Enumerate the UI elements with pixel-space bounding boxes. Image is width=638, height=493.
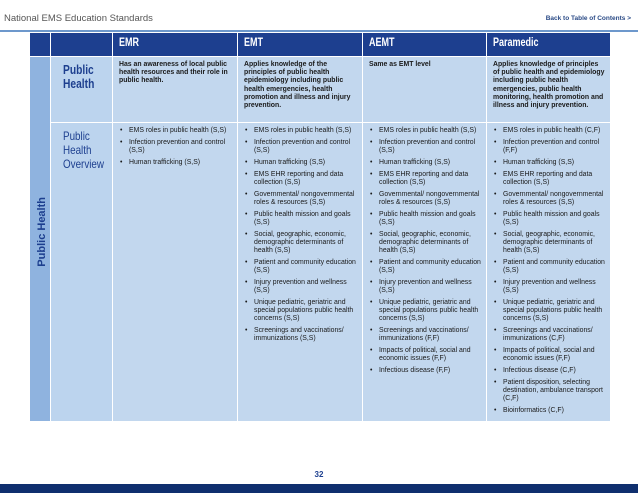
list-item: • EMS roles in public health (S,S) (369, 127, 482, 135)
document-title: National EMS Education Standards (4, 13, 153, 24)
list-item: • Patient and community education (S,S) (244, 259, 358, 275)
list-item: • Social, geographic, economic, demographic determinants of health (S,S) (369, 231, 482, 256)
column-header-emr: EMR (113, 33, 238, 57)
list-item: • Public health mission and goals (S,S) (493, 211, 606, 227)
list-item: • Infection prevention and control (F,F) (493, 139, 606, 155)
column-header-paramedic: Paramedic (487, 33, 611, 57)
list-item: • EMS roles in public health (S,S) (119, 127, 233, 135)
header-spacer (51, 33, 113, 57)
list-item: • Patient and community education (S,S) (493, 259, 606, 275)
list-item: • Infection prevention and control (S,S) (244, 139, 358, 155)
list-item: • Infection prevention and control (S,S) (369, 139, 482, 155)
column-header-emt: EMT (238, 33, 363, 57)
side-category (30, 57, 51, 422)
column-header-aemt: AEMT (363, 33, 487, 57)
cell-emr: Has an awareness of local public health resources and their role in public health. (113, 57, 238, 123)
cell-aemt: Same as EMT level (363, 57, 487, 123)
list-item: • Unique pediatric, geriatric and special populations public health concerns (S,S) (244, 299, 358, 324)
list-item: • Patient and community education (S,S) (369, 259, 482, 275)
header-spacer (30, 33, 51, 57)
standards-table (29, 32, 611, 422)
list-item: • Injury prevention and wellness (S,S) (493, 279, 606, 295)
list-item: • EMS roles in public health (S,S) (244, 127, 358, 135)
list-item: • Bioinformatics (C,F) (493, 407, 606, 415)
back-to-toc-link[interactable]: Back to Table of Contents > (545, 15, 631, 22)
list-item: • Injury prevention and wellness (S,S) (369, 279, 482, 295)
list-item: • Social, geographic, economic, demographic determinants of health (S,S) (493, 231, 606, 256)
page-number: 32 (314, 470, 324, 479)
list-item: • Impacts of political, social and economic issues (F,F) (369, 347, 482, 363)
list-item: • Human trafficking (S,S) (244, 159, 358, 167)
list-item: • Human trafficking (S,S) (369, 159, 482, 167)
list-item: • Infection prevention and control (S,S) (119, 139, 233, 155)
row-heading: Public Health Overview (51, 123, 113, 422)
list-item: • EMS EHR reporting and data collection (S,S) (493, 171, 606, 187)
list-item: • Screenings and vaccinations/ immunizations (S,S) (244, 327, 358, 343)
list-item: • Screenings and vaccinations/ immunizations (C,F) (493, 327, 606, 343)
list-item: • Patient disposition, selecting destination, ambulance transport (C,F) (493, 379, 606, 404)
cell-emt (238, 123, 363, 422)
list-item: • Unique pediatric, geriatric and special populations public health concerns (S,S) (369, 299, 482, 324)
list-item: • Screenings and vaccinations/ immunizations (F,F) (369, 327, 482, 343)
cell-emt: Applies knowledge of the principles of public health epidemiology including public health emergencies, health promotion and illness and injury prevention. (238, 57, 363, 123)
cell-aemt (363, 123, 487, 422)
table-row (30, 57, 611, 123)
list-item: • Social, geographic, economic, demographic determinants of health (S,S) (244, 231, 358, 256)
column-header-row (30, 33, 611, 57)
list-item: • Unique pediatric, geriatric and special populations public health concerns (S,S) (493, 299, 606, 324)
list-item: • Public health mission and goals (S,S) (244, 211, 358, 227)
row-heading: Public Health (51, 57, 113, 123)
list-item: • Impacts of political, social and economic issues (F,F) (493, 347, 606, 363)
list-item: • Infectious disease (F,F) (369, 367, 482, 375)
list-item: • Governmental/ nongovernmental roles & resources (S,S) (244, 191, 358, 207)
side-category-label: Public Health (36, 197, 48, 267)
list-item: • EMS EHR reporting and data collection (S,S) (244, 171, 358, 187)
cell-paramedic (487, 123, 611, 422)
table-row (30, 123, 611, 422)
cell-paramedic: Applies knowledge of principles of public health and epidemiology including public health emergencies, public health monitoring, health promotion and illness and injury prevention. (487, 57, 611, 123)
list-item: • Public health mission and goals (S,S) (369, 211, 482, 227)
list-item: • Injury prevention and wellness (S,S) (244, 279, 358, 295)
list-item: • Human trafficking (S,S) (493, 159, 606, 167)
list-item: • EMS roles in public health (C,F) (493, 127, 606, 135)
footer-bar (0, 484, 638, 493)
list-item: • EMS EHR reporting and data collection (S,S) (369, 171, 482, 187)
list-item: • Governmental/ nongovernmental roles & resources (S,S) (493, 191, 606, 207)
cell-emr (113, 123, 238, 422)
list-item: • Governmental/ nongovernmental roles & resources (S,S) (369, 191, 482, 207)
list-item: • Infectious disease (C,F) (493, 367, 606, 375)
list-item: • Human trafficking (S,S) (119, 159, 233, 167)
